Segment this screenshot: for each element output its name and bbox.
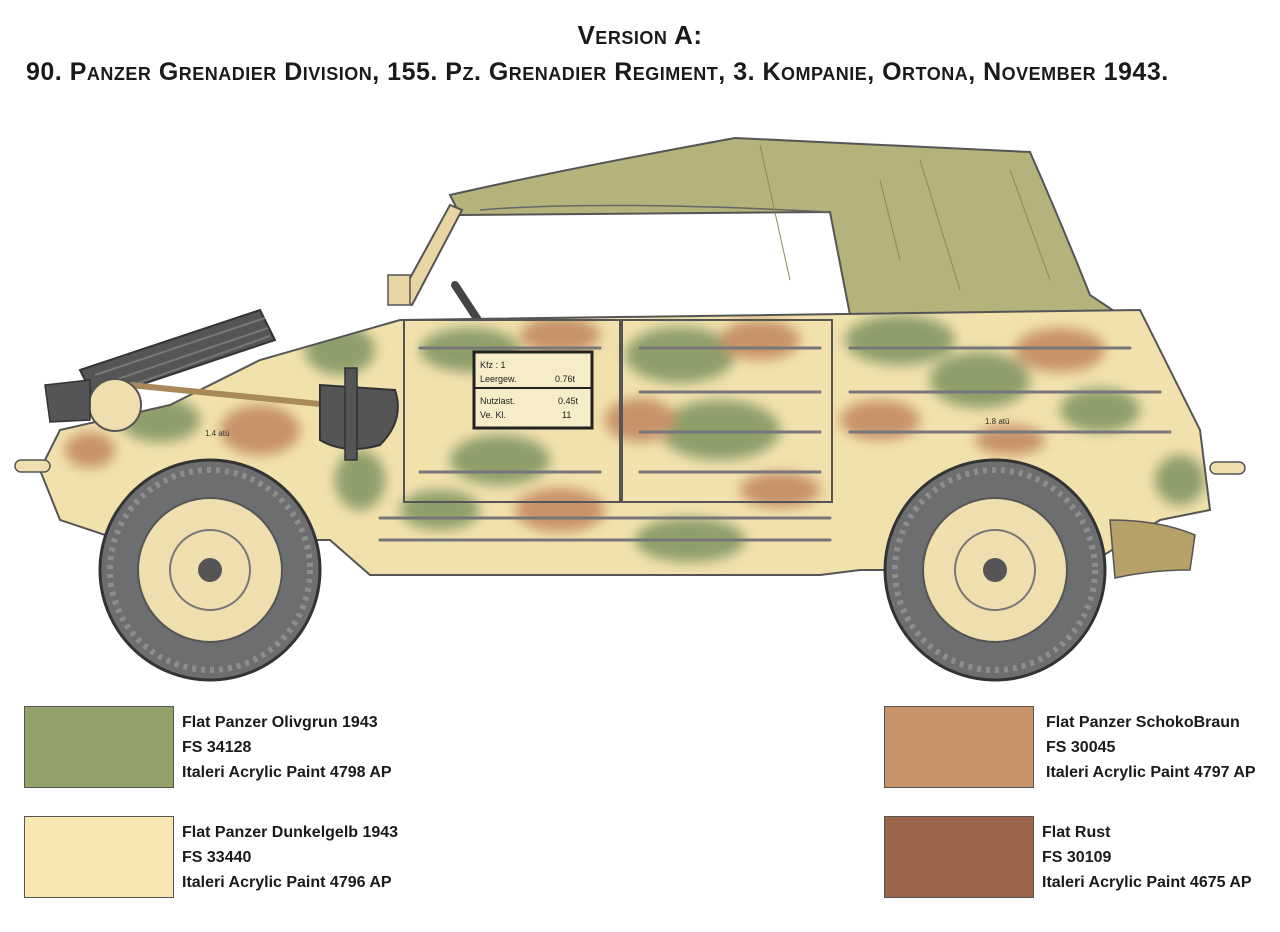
paint-italeri: Italeri Acrylic Paint 4798 AP [182, 764, 392, 781]
paint-schokobraun-info [1046, 710, 1256, 785]
canvas-top [450, 138, 1120, 315]
paint-olivgrun-info [182, 710, 392, 785]
paint-name: Flat Rust [1042, 824, 1111, 841]
paint-dunkelgelb-info [182, 820, 398, 895]
front-wheel [100, 460, 320, 680]
version-title: Version A: [577, 20, 703, 50]
paint-name: Flat Panzer Dunkelgelb 1943 [182, 824, 399, 841]
kubelwagen-illustration [0, 100, 1280, 690]
paint-flat-rust-info [1042, 820, 1252, 895]
rear-wheel [885, 460, 1105, 680]
paint-fs: FS 30045 [1046, 739, 1116, 756]
plate-kfz: Kfz : 1 [480, 360, 506, 370]
paint-fs: FS 33440 [182, 849, 252, 866]
headlight [89, 379, 141, 431]
swatch-schokobraun [884, 706, 1034, 788]
paint-italeri: Italeri Acrylic Paint 4797 AP [1046, 764, 1256, 781]
front-tire-pressure: 1.4 atü [205, 429, 230, 438]
plate-vekl-label: Ve. Kl. [480, 410, 507, 420]
plate-leergew-value: 0.76t [555, 374, 576, 384]
swatch-dunkelgelb [24, 816, 174, 898]
paint-name: Flat Panzer SchokoBraun [1046, 714, 1240, 731]
unit-title: 90. Panzer Grenadier Division, 155. Pz. Grenadier Regiment, 3. Kompanie, Ortona, November 1943. [26, 58, 1169, 86]
paint-fs: FS 30109 [1042, 849, 1112, 866]
swatch-olivgrun [24, 706, 174, 788]
paint-italeri: Italeri Acrylic Paint 4796 AP [182, 874, 392, 891]
plate-leergew-label: Leergew. [480, 374, 517, 384]
paint-name: Flat Panzer Olivgrun 1943 [182, 714, 378, 731]
rear-tire-pressure: 1.8 atü [985, 417, 1010, 426]
plate-nutzlast-value: 0.45t [558, 396, 579, 406]
plate-nutzlast-label: Nutzlast. [480, 396, 516, 406]
swatch-flat-rust [884, 816, 1034, 898]
paint-fs: FS 34128 [182, 739, 252, 756]
plate-vekl-value: 11 [562, 410, 572, 420]
paint-italeri: Italeri Acrylic Paint 4675 AP [1042, 874, 1252, 891]
